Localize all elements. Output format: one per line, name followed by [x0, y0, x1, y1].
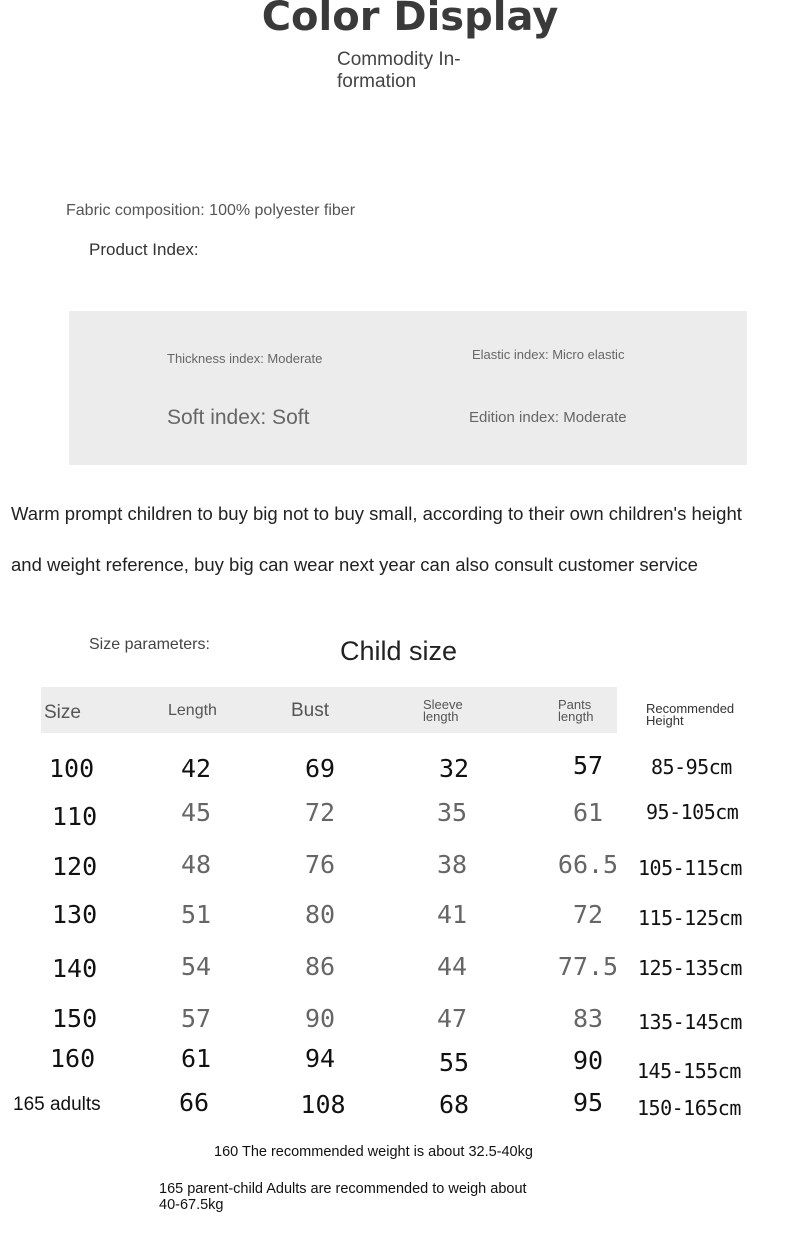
row-sleeve: 35 [436, 798, 468, 827]
page-title: Color Display [261, 0, 559, 40]
table-title: Child size [340, 636, 458, 666]
row-pants: 95 [572, 1088, 604, 1117]
row-size: 120 [52, 852, 98, 881]
header-bust: Bust [291, 700, 330, 721]
row-bust: 94 [304, 1044, 336, 1073]
row-height: 95-105cm [646, 800, 739, 824]
row-pants: 57 [572, 751, 604, 780]
elastic-index: Elastic index: Micro elastic [472, 347, 625, 362]
row-sleeve: 38 [436, 850, 468, 879]
row-bust: 69 [304, 754, 336, 783]
thickness-index: Thickness index: Moderate [167, 351, 323, 366]
header-size: Size [44, 702, 81, 723]
weight-note-165-line-1: 165 parent-child Adults are recommended to weigh about [159, 1181, 527, 1197]
row-pants: 72 [572, 900, 604, 929]
row-pants: 90 [572, 1046, 604, 1075]
row-height: 125-135cm [638, 956, 742, 980]
row-height: 85-95cm [651, 755, 732, 779]
row-sleeve: 47 [436, 1004, 468, 1033]
row-size: 160 [50, 1044, 96, 1073]
row-size: 110 [52, 802, 98, 831]
row-bust: 76 [304, 850, 336, 879]
product-index-panel [69, 311, 747, 465]
row-size: 165 adults [13, 1094, 101, 1115]
warm-prompt-line-1: Warm prompt children to buy big not to buy small, according to their own children's height [11, 503, 742, 524]
row-sleeve: 41 [436, 900, 468, 929]
row-bust: 108 [300, 1090, 346, 1119]
row-size: 150 [52, 1004, 98, 1033]
row-length: 48 [180, 850, 212, 879]
soft-index: Soft index: Soft [167, 406, 310, 429]
row-sleeve: 44 [436, 952, 468, 981]
row-length: 45 [180, 798, 212, 827]
row-length: 54 [180, 952, 212, 981]
weight-note-165-line-2: 40-67.5kg [159, 1197, 224, 1213]
row-pants: 83 [572, 1004, 604, 1033]
row-height: 150-165cm [637, 1096, 741, 1120]
fabric-composition: Fabric composition: 100% polyester fiber [66, 202, 356, 219]
row-bust: 80 [304, 900, 336, 929]
row-bust: 86 [304, 952, 336, 981]
row-pants: 77.5 [557, 952, 619, 981]
row-size: 130 [52, 900, 98, 929]
row-bust: 90 [304, 1004, 336, 1033]
row-length: 42 [180, 754, 212, 783]
warm-prompt-line-2: and weight reference, buy big can wear next year can also consult customer service [11, 554, 698, 575]
header-recommended-height: Recommended Height [646, 701, 735, 728]
row-length: 61 [180, 1044, 212, 1073]
row-pants: 61 [572, 798, 604, 827]
row-pants: 66.5 [557, 850, 619, 879]
weight-note-160: 160 The recommended weight is about 32.5-40kg [214, 1144, 533, 1160]
row-size: 100 [49, 754, 95, 783]
commodity-information-heading: Commodity In-formation [337, 49, 461, 92]
row-sleeve: 68 [438, 1090, 470, 1119]
row-length: 57 [180, 1004, 212, 1033]
row-height: 105-115cm [638, 856, 742, 880]
header-sleeve-length: Sleeve length [423, 697, 463, 724]
size-parameters-label: Size parameters: [89, 636, 210, 653]
row-sleeve: 55 [438, 1048, 470, 1077]
edition-index: Edition index: Moderate [469, 409, 627, 426]
row-sleeve: 32 [438, 754, 470, 783]
product-index-label: Product Index: [89, 240, 199, 259]
row-bust: 72 [304, 798, 336, 827]
row-height: 145-155cm [637, 1059, 741, 1083]
row-length: 51 [180, 900, 212, 929]
row-size: 140 [52, 954, 98, 983]
header-length: Length [168, 702, 217, 719]
row-height: 115-125cm [638, 906, 742, 930]
row-height: 135-145cm [638, 1010, 742, 1034]
header-pants-length: Pants length [558, 697, 594, 724]
row-length: 66 [178, 1088, 210, 1117]
